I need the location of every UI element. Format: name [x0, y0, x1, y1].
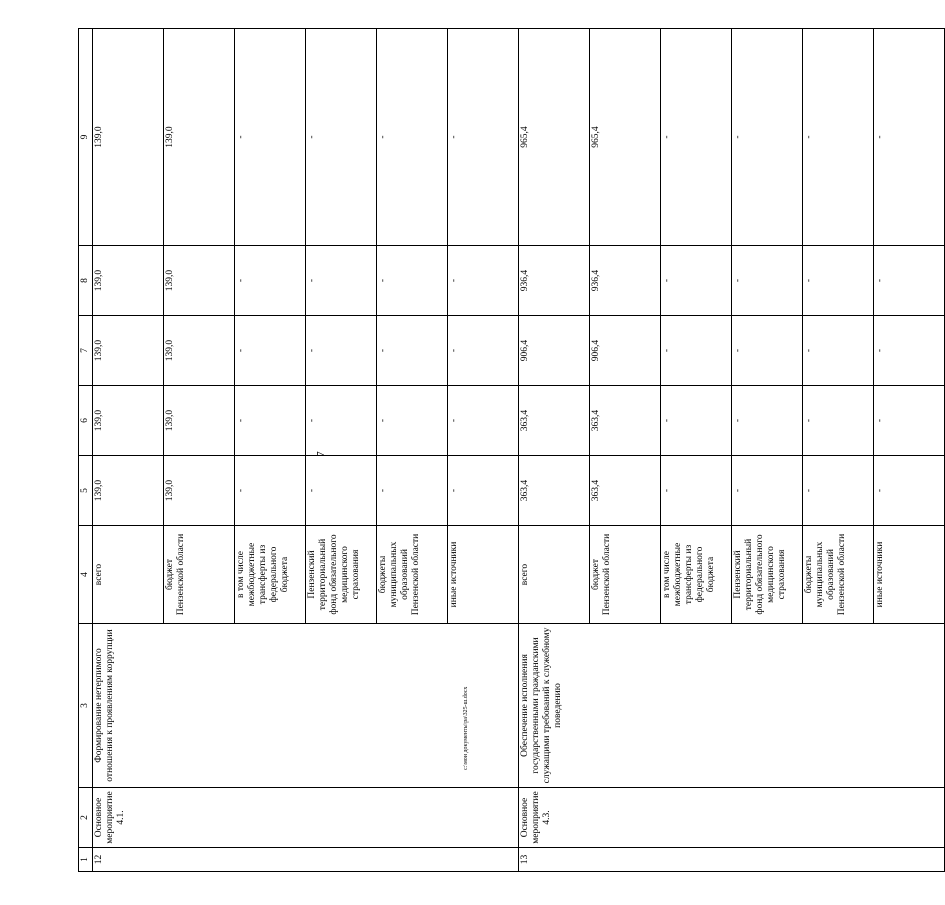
- value-cell: -: [235, 316, 306, 386]
- value-cell: 363,4: [590, 386, 661, 456]
- value-cell: -: [235, 456, 306, 526]
- value-cell: -: [732, 386, 803, 456]
- value-cell: -: [306, 316, 377, 386]
- source-label: иные источники: [448, 526, 519, 624]
- source-label: бюджеты муниципальных образований Пензенской области: [803, 526, 874, 624]
- value-cell: -: [448, 386, 519, 456]
- source-label: в том числе межбюджетные трансферты из федерального бюджета: [661, 526, 732, 624]
- value-cell: -: [235, 29, 306, 246]
- value-cell: 936,4: [590, 246, 661, 316]
- value-cell: -: [732, 316, 803, 386]
- value-cell: 139,0: [93, 456, 164, 526]
- footer-file-path: c:\мои документы\ра\325-ш.docx: [463, 686, 469, 770]
- value-cell: -: [803, 316, 874, 386]
- value-cell: 139,0: [164, 29, 235, 246]
- value-cell: 139,0: [93, 386, 164, 456]
- value-cell: 965,4: [519, 29, 590, 246]
- source-label: бюджеты муниципальных образований Пензенской области: [377, 526, 448, 624]
- header-cell: 8: [79, 246, 93, 316]
- value-cell: -: [377, 29, 448, 246]
- value-cell: -: [803, 29, 874, 246]
- value-cell: 139,0: [164, 246, 235, 316]
- source-label: всего: [519, 526, 590, 624]
- value-cell: -: [803, 246, 874, 316]
- event-title: Основное мероприятие 4.1.: [93, 788, 519, 848]
- value-cell: -: [235, 386, 306, 456]
- value-cell: 906,4: [519, 316, 590, 386]
- value-cell: 363,4: [519, 456, 590, 526]
- page-number: 7: [315, 451, 327, 457]
- value-cell: -: [661, 456, 732, 526]
- source-label: всего: [93, 526, 164, 624]
- value-cell: -: [661, 246, 732, 316]
- source-label: Пензенский территориальный фонд обязательного медицинского страхования: [732, 526, 803, 624]
- value-cell: -: [803, 456, 874, 526]
- financing-table: [78, 28, 945, 872]
- value-cell: -: [306, 246, 377, 316]
- header-cell: 7: [79, 316, 93, 386]
- header-cell: 6: [79, 386, 93, 456]
- value-cell: -: [874, 386, 945, 456]
- value-cell: -: [235, 246, 306, 316]
- value-cell: -: [874, 456, 945, 526]
- event-title: Основное мероприятие 4.3.: [519, 788, 945, 848]
- value-cell: -: [732, 456, 803, 526]
- value-cell: 139,0: [164, 456, 235, 526]
- header-cell: 9: [79, 29, 93, 246]
- value-cell: -: [448, 29, 519, 246]
- event-name: Обеспечение исполнения государственными гражданскими служащими требований к служебному поведению: [519, 624, 945, 788]
- row-number: 12: [93, 848, 519, 872]
- value-cell: -: [377, 456, 448, 526]
- value-cell: -: [661, 386, 732, 456]
- value-cell: -: [377, 386, 448, 456]
- header-cell: 4: [79, 526, 93, 624]
- table-row: [93, 29, 164, 872]
- value-cell: -: [661, 316, 732, 386]
- value-cell: 906,4: [590, 316, 661, 386]
- value-cell: 139,0: [93, 29, 164, 246]
- value-cell: -: [306, 456, 377, 526]
- header-cell: 2: [79, 788, 93, 848]
- value-cell: -: [377, 316, 448, 386]
- value-cell: 139,0: [164, 386, 235, 456]
- source-label: иные источники: [874, 526, 945, 624]
- header-cell: 5: [79, 456, 93, 526]
- value-cell: 139,0: [164, 316, 235, 386]
- rotated-page: [78, 29, 885, 872]
- value-cell: 363,4: [519, 386, 590, 456]
- source-label: в том числе межбюджетные трансферты из федерального бюджета: [235, 526, 306, 624]
- row-number: 13: [519, 848, 945, 872]
- table-row: [519, 29, 590, 872]
- event-name: Формирование нетерпимого отношения к проявлениям коррупции: [93, 624, 519, 788]
- value-cell: 363,4: [590, 456, 661, 526]
- value-cell: -: [448, 316, 519, 386]
- header-cell: 1: [79, 848, 93, 872]
- value-cell: -: [306, 386, 377, 456]
- value-cell: -: [803, 386, 874, 456]
- source-label: Пензенский территориальный фонд обязательного медицинского страхования: [306, 526, 377, 624]
- value-cell: -: [448, 456, 519, 526]
- header-cell: 3: [79, 624, 93, 788]
- value-cell: 965,4: [590, 29, 661, 246]
- value-cell: -: [874, 246, 945, 316]
- value-cell: 139,0: [93, 316, 164, 386]
- table-body: [79, 29, 945, 872]
- value-cell: -: [732, 29, 803, 246]
- value-cell: -: [874, 29, 945, 246]
- value-cell: -: [661, 29, 732, 246]
- value-cell: -: [306, 29, 377, 246]
- value-cell: -: [448, 246, 519, 316]
- value-cell: -: [732, 246, 803, 316]
- value-cell: 139,0: [93, 246, 164, 316]
- source-label: бюджет Пензенской области: [590, 526, 661, 624]
- value-cell: -: [874, 316, 945, 386]
- value-cell: 936,4: [519, 246, 590, 316]
- source-label: бюджет Пензенской области: [164, 526, 235, 624]
- header-row: [79, 29, 93, 872]
- value-cell: -: [377, 246, 448, 316]
